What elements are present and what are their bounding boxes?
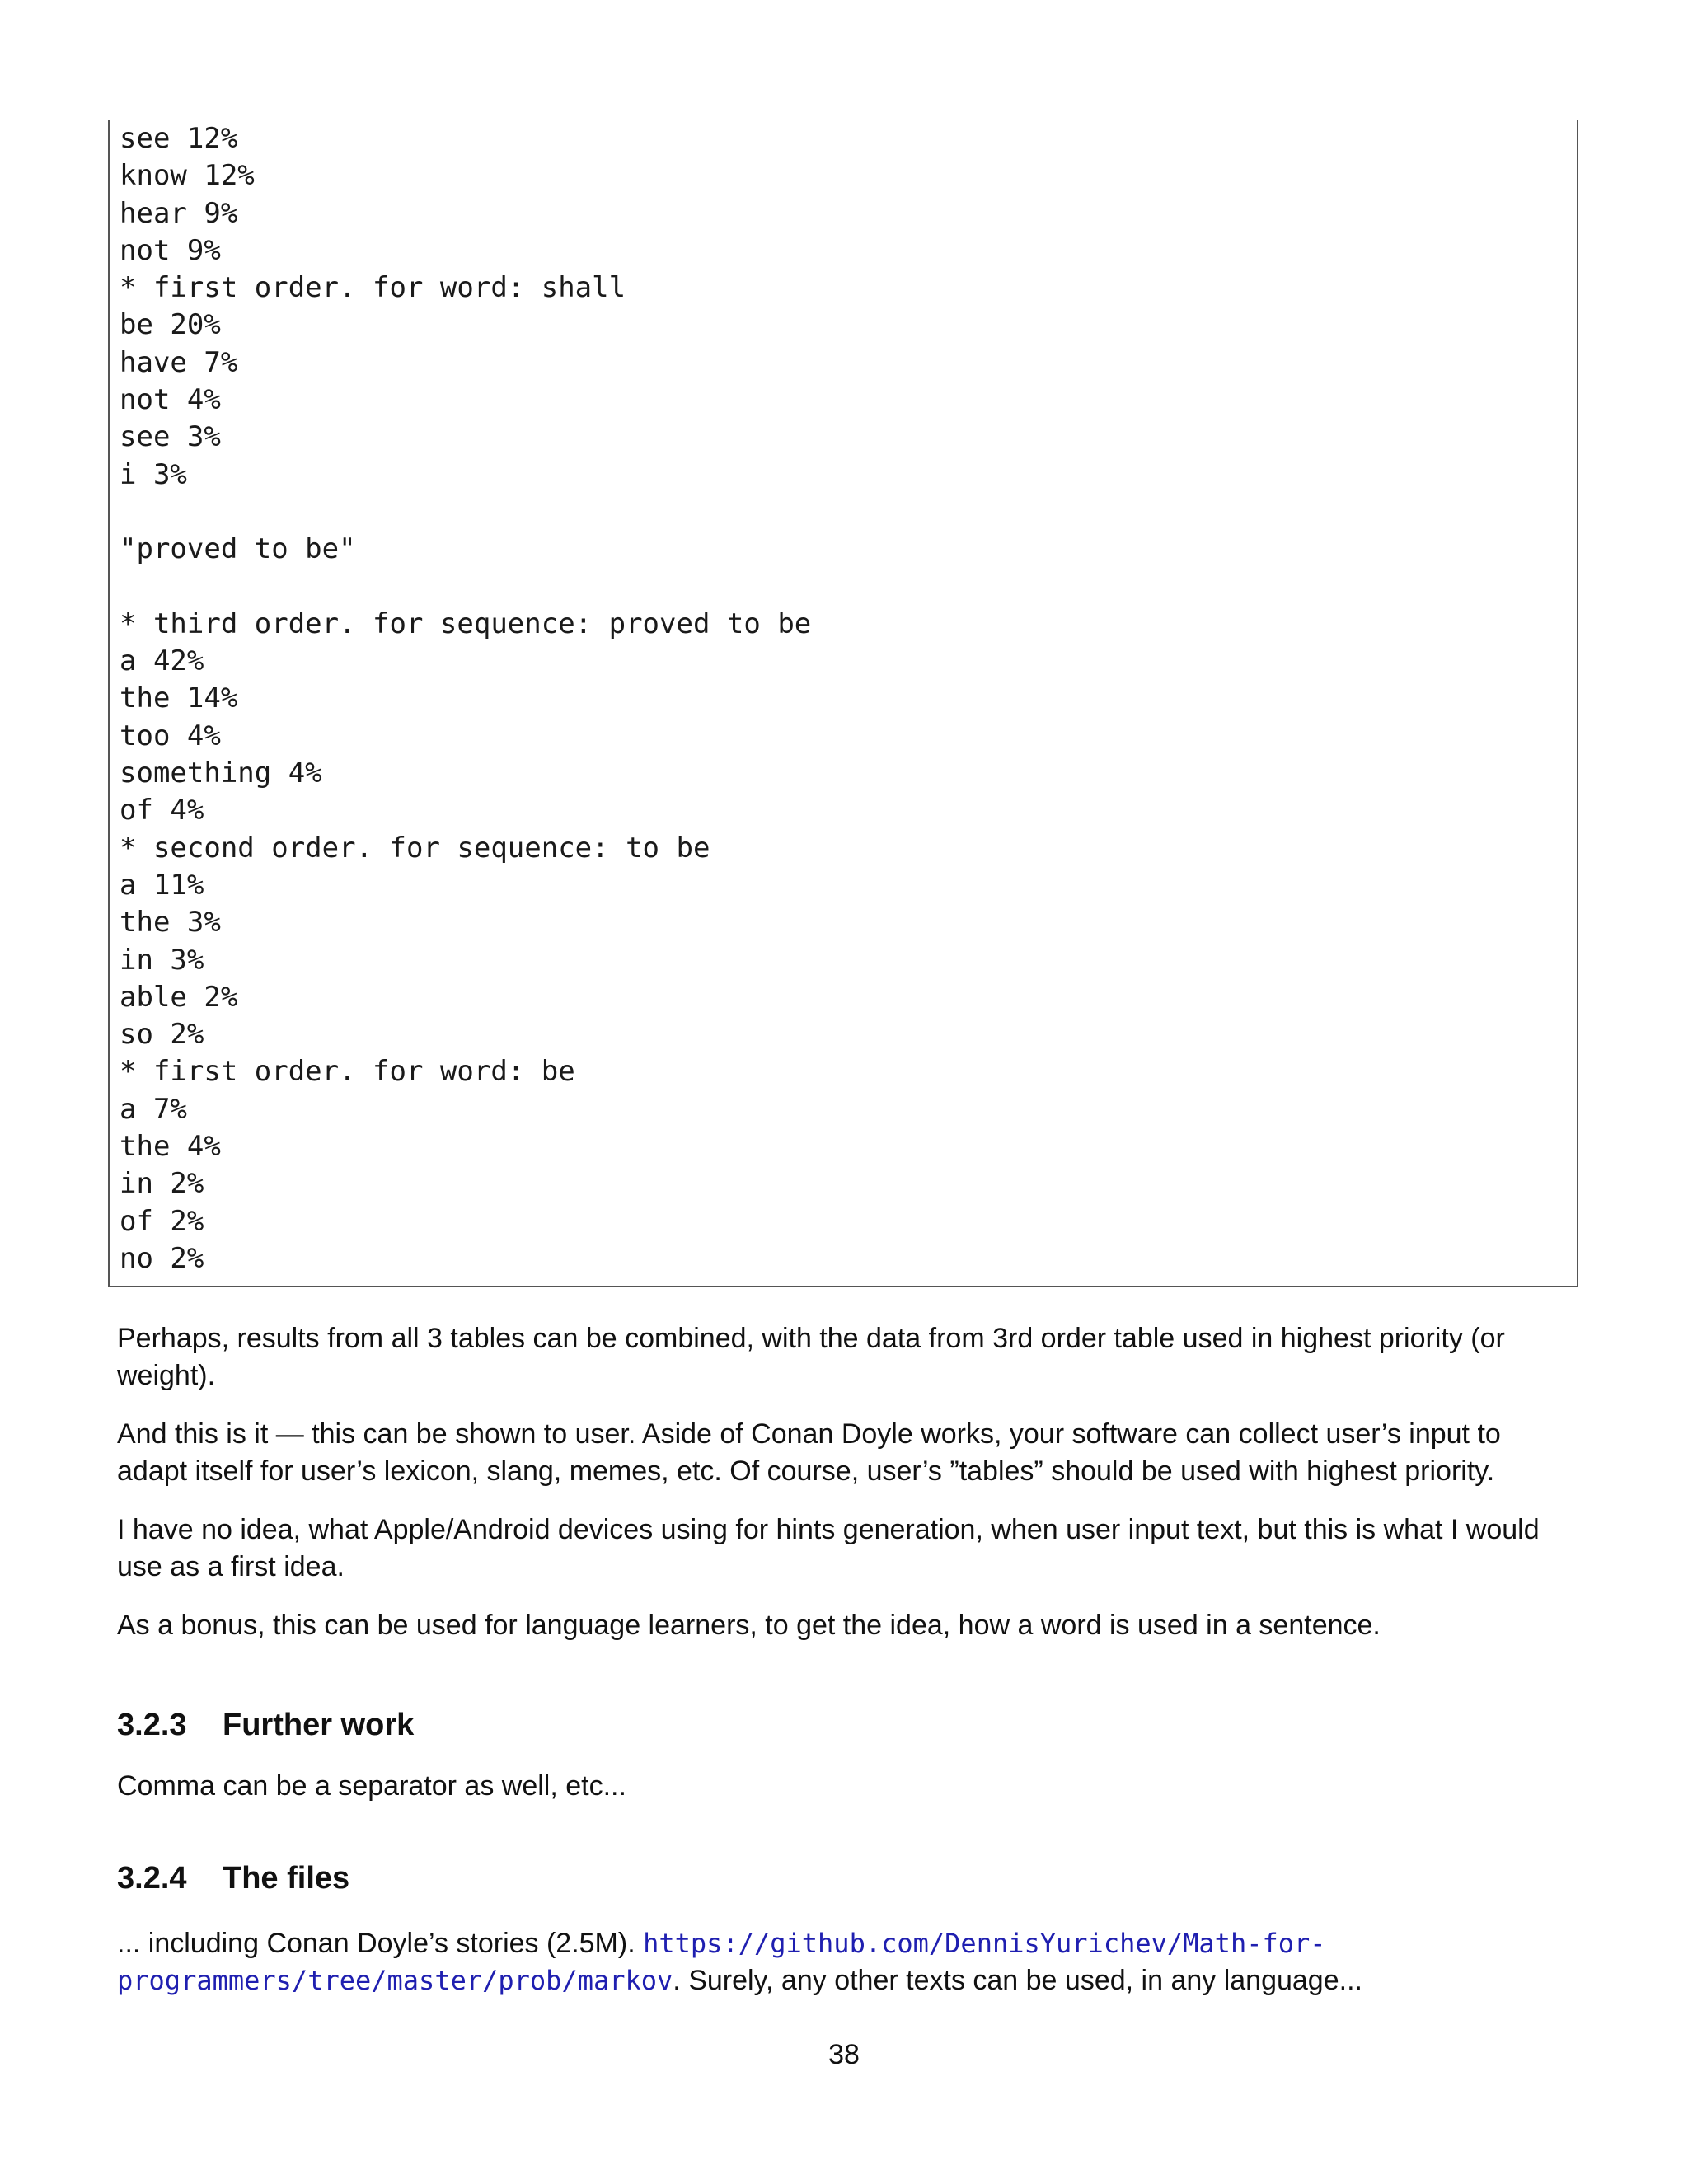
code-listing-box xyxy=(108,120,1578,1287)
paragraph-combine-tables: Perhaps, results from all 3 tables can be combined, with the data from 3rd order table used in highest priority (or weight). xyxy=(117,1323,1505,1391)
code-line xyxy=(120,569,811,606)
code-line: in 2% xyxy=(120,1167,204,1201)
code-line: not 4% xyxy=(120,383,221,417)
code-line: a 7% xyxy=(120,1092,187,1126)
paragraph-no-idea: I have no idea, what Apple/Android devices using for hints generation, when user input text, but this is what I would use as a first idea. xyxy=(117,1514,1540,1582)
code-listing xyxy=(120,120,811,1277)
code-line: the 4% xyxy=(120,1130,221,1164)
code-line: in 3% xyxy=(120,943,204,977)
code-line: of 4% xyxy=(120,794,204,827)
code-line xyxy=(120,494,811,531)
code-line: no 2% xyxy=(120,1241,204,1275)
files-text-suffix: . Surely, any other texts can be used, in any language... xyxy=(673,1965,1362,1996)
code-line: hear 9% xyxy=(120,196,238,230)
code-line: "proved to be" xyxy=(120,532,356,566)
code-line: too 4% xyxy=(120,719,221,752)
code-line: have 7% xyxy=(120,345,238,379)
code-line: not 9% xyxy=(120,233,221,267)
code-line: * first order. for word: be xyxy=(120,1055,575,1089)
code-line: * second order. for sequence: to be xyxy=(120,831,710,865)
paragraph-bonus: As a bonus, this can be used for language learners, to get the idea, how a word is used in a sentence. xyxy=(117,1610,1381,1641)
paragraph-further-work: Comma can be a separator as well, etc... xyxy=(117,1770,626,1802)
code-line: see 12% xyxy=(120,122,238,155)
section-heading-the-files xyxy=(117,1861,349,1896)
section-title: Further work xyxy=(223,1708,415,1742)
paragraph-shown-to-user: And this is it — this can be shown to user. Aside of Conan Doyle works, your software can collect user’s input to adapt itself for user’s lexicon, slang, memes, etc. Of course, user’s ”tables” should be used with highest priority. xyxy=(117,1418,1501,1487)
code-line: i 3% xyxy=(120,457,187,491)
files-text-prefix: ... including Conan Doyle’s stories (2.5M). xyxy=(117,1928,644,1959)
code-line: see 3% xyxy=(120,420,221,454)
section-number: 3.2.4 xyxy=(117,1861,187,1896)
code-line: * third order. for sequence: proved to be xyxy=(120,607,812,640)
section-title: The files xyxy=(223,1861,350,1896)
page-number: 38 xyxy=(828,2039,860,2070)
code-line: of 2% xyxy=(120,1204,204,1238)
code-line: something 4% xyxy=(120,757,322,790)
code-line: the 14% xyxy=(120,682,238,715)
code-line: a 11% xyxy=(120,868,204,902)
code-line: know 12% xyxy=(120,159,255,193)
code-line: a 42% xyxy=(120,644,204,678)
code-line: * first order. for word: shall xyxy=(120,271,626,305)
paragraph-the-files xyxy=(117,1925,1576,1999)
section-number: 3.2.3 xyxy=(117,1708,187,1742)
code-line: be 20% xyxy=(120,308,221,342)
code-line: so 2% xyxy=(120,1018,204,1052)
code-line: able 2% xyxy=(120,980,238,1014)
section-heading-further-work xyxy=(117,1708,414,1743)
repository-link[interactable]: https://github.com/DennisYurichev/Math-for-programmers/tree/master/prob/markov xyxy=(117,1928,1326,1996)
code-line: the 3% xyxy=(120,906,221,940)
